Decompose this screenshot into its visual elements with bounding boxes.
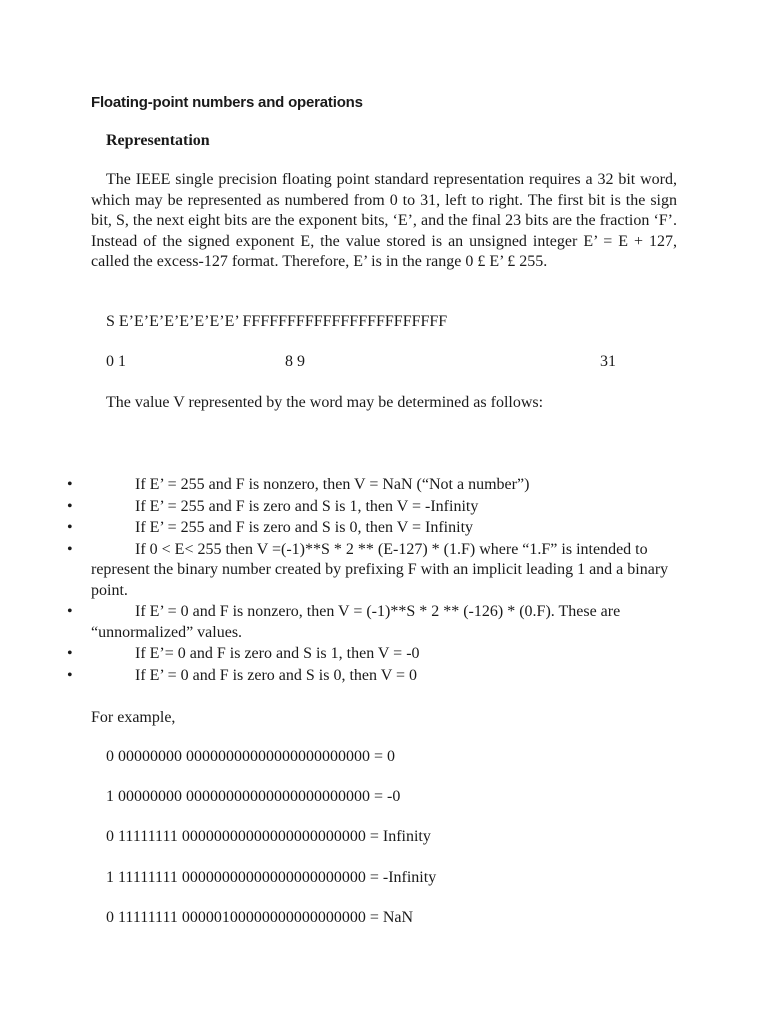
page-title: Floating-point numbers and operations [91, 94, 363, 111]
example-row: 0 11111111 00000000000000000000000 = Infinity [106, 828, 431, 845]
rule-text: If E’ = 255 and F is zero and S is 1, then V = -Infinity [135, 497, 479, 515]
example-row: 0 00000000 00000000000000000000000 = 0 [106, 748, 396, 765]
bullet-icon: • [67, 645, 73, 662]
rule-text: If E’= 0 and F is zero and S is 1, then V = -0 [135, 645, 420, 662]
list-item [0, 602, 768, 643]
bit-index-start: 0 1 [106, 353, 126, 370]
bit-index-end: 31 [600, 353, 616, 370]
list-item [0, 540, 768, 602]
value-intro: The value V represented by the word may be determined as follows: [106, 394, 544, 411]
example-row: 1 11111111 00000000000000000000000 = -Infinity [106, 869, 437, 886]
rules-list [0, 475, 768, 686]
bullet-icon: • [67, 540, 73, 558]
example-row: 1 00000000 00000000000000000000000 = -0 [106, 788, 401, 805]
bit-index-exponent-end: 8 9 [285, 353, 305, 370]
bullet-icon: • [67, 519, 73, 536]
list-item [0, 497, 768, 518]
list-item [0, 518, 768, 539]
rule-text: If E’ = 255 and F is zero and S is 0, then V = Infinity [135, 519, 474, 536]
list-item [0, 475, 768, 496]
intro-paragraph: The IEEE single precision floating point standard representation requires a 32 bit word, which may be represented as numbered from 0 to 31, left to right. The first bit is the sign bit, S, the next eight bits are the exponent bits, ‘E’, and the final 23 bits are the fraction ‘F’. Instead of the signed exponent E, the value stored is an unsigned integer E’ = E + 127, called the excess-127 format. Therefore, E’ is in the range 0 £ E’ £ 255. [91, 171, 677, 270]
list-item [0, 644, 768, 665]
rule-text: If E’ = 255 and F is nonzero, then V = NaN (“Not a number”) [135, 476, 530, 493]
rule-text: If E’ = 0 and F is nonzero, then V = (-1)**S * 2 ** (-126) * (0.F). These are “unnormalized” values. [91, 603, 621, 641]
section-heading: Representation [106, 132, 210, 149]
bullet-icon: • [67, 603, 73, 620]
rule-text: If E’ = 0 and F is zero and S is 0, then V = 0 [135, 666, 418, 684]
bit-layout-line: S E’E’E’E’E’E’E’E’ FFFFFFFFFFFFFFFFFFFFFFF [106, 313, 448, 330]
list-item [0, 666, 768, 687]
example-row: 0 11111111 00000100000000000000000 = NaN [106, 909, 414, 926]
example-label: For example, [91, 709, 176, 726]
bullet-icon: • [67, 476, 73, 493]
bullet-icon: • [67, 666, 73, 684]
rule-text: If 0 < E< 255 then V =(-1)**S * 2 ** (E-127) * (1.F) where “1.F” is intended to represent the binary number created by prefixing F with an implicit leading 1 and a binary point. [91, 540, 669, 599]
bullet-icon: • [67, 497, 73, 515]
